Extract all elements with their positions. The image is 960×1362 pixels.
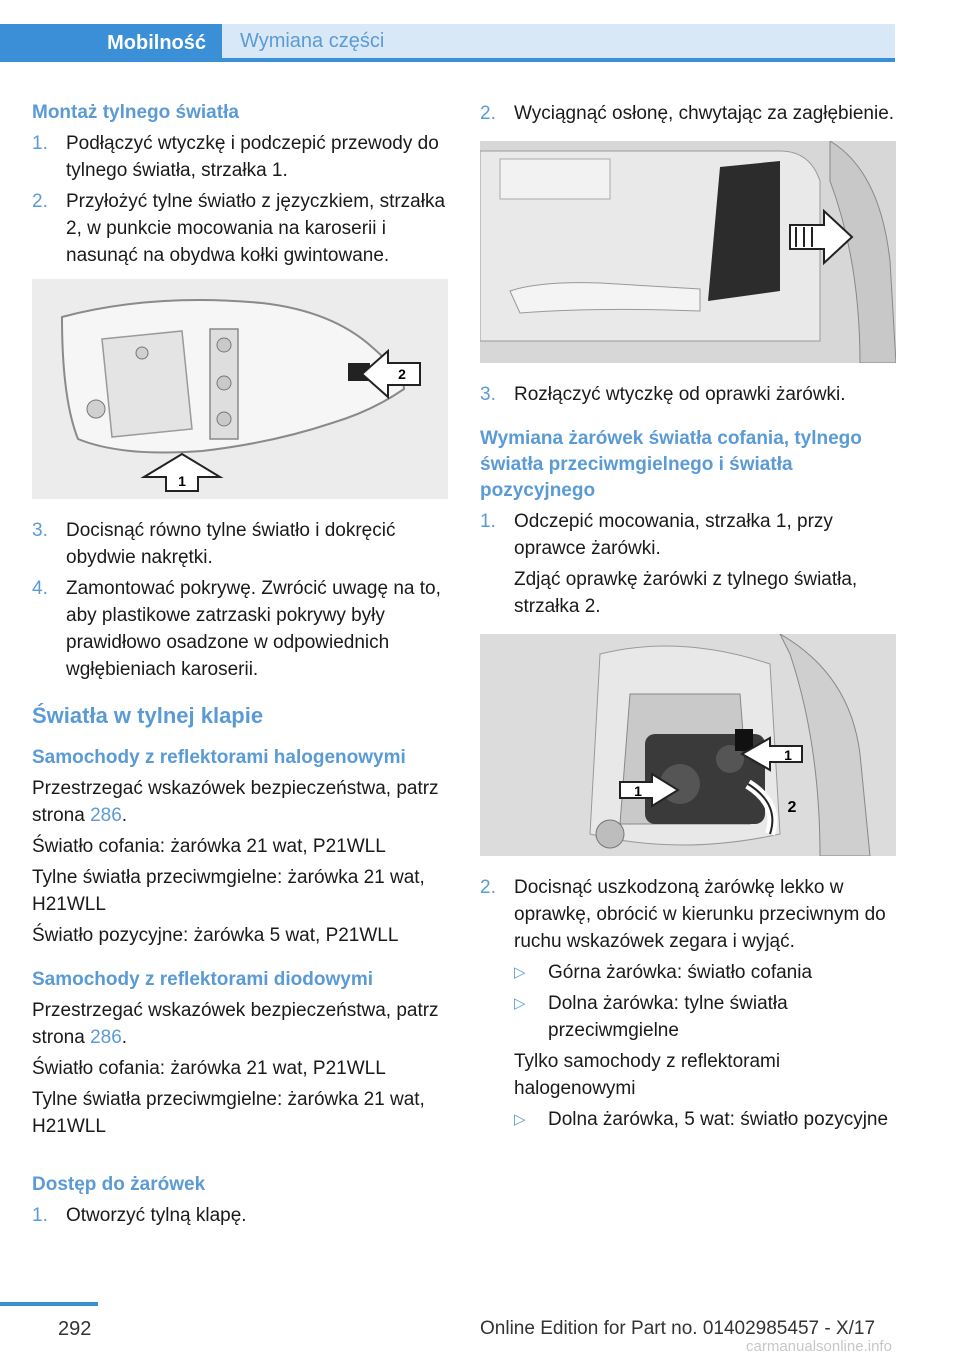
step-text: Odczepić mocowania, strzałka 1, przy oprawce żarówki. — [514, 511, 833, 559]
step-continuation: Zdjąć oprawkę żarówki z tylnego światła, strzałka 2. — [514, 569, 858, 617]
tail-light-illustration — [32, 279, 448, 499]
page-link-286[interactable]: 286 — [90, 1027, 122, 1048]
step-text: Otworzyć tylną klapę. — [66, 1205, 247, 1226]
step-item — [32, 517, 448, 571]
heading-wymiana: Wymiana żarówek światła cofania, tylnego światła przeciwmgielnego i światła pozycyjnego — [480, 428, 862, 501]
tab-wymiana-czesci[interactable]: Wymiana części — [222, 24, 895, 58]
step-number: 2. — [32, 191, 48, 212]
figure-callout-1: 1 — [784, 747, 792, 763]
safety-note-end: . — [121, 805, 128, 826]
bulb-spec: Światło cofania: żarówka 21 wat, P21WLL — [32, 836, 386, 857]
page-header — [0, 0, 895, 62]
safety-note-text: Przestrzegać wskazówek bezpieczeństwa, patrz strona — [32, 1000, 439, 1048]
step-text: Docisnąć uszkodzoną żarówkę lekko w oprawkę, obrócić w kierunku przeciwnym do ruchu wskazówek zegara i wyjąć. — [514, 877, 886, 952]
step-item — [32, 575, 448, 683]
heading-dostep: Dostęp do żarówek — [32, 1174, 206, 1195]
footer-divider — [0, 1302, 98, 1306]
step-text: Docisnąć równo tylne światło i dokręcić obydwie nakrętki. — [66, 520, 396, 568]
step-item — [32, 188, 448, 269]
section-title: Światła w tylnej klapie — [32, 703, 264, 728]
cover-illustration — [480, 141, 896, 363]
tab-mobilnosc[interactable]: Mobilność — [0, 24, 222, 62]
bulb-spec: Tylne światła przeciwmgielne: żarówka 21 wat, H21WLL — [32, 867, 425, 915]
step-number: 3. — [32, 520, 48, 541]
step-text: Zamontować pokrywę. Zwrócić uwagę na to, aby plastikowe zatrzaski pokrywy były prawidłowo osadzone w odpowiednich wgłębieniach karoserii. — [66, 578, 441, 680]
step-text: Przyłożyć tylne światło z języczkiem, strzałka 2, w punkcie mocowania na karoserii i nasunąć na obydwa kołki gwintowane. — [66, 191, 446, 266]
edition-info: Online Edition for Part no. 01402985457 - X/17 — [480, 1318, 876, 1339]
bullet-item — [480, 990, 896, 1044]
step-number: 1. — [480, 511, 496, 532]
figure-cover — [480, 141, 896, 363]
step-text: Wyciągnąć osłonę, chwytając za zagłębienie. — [514, 103, 895, 124]
figure-bulb-socket — [480, 634, 896, 856]
figure-tail-light — [32, 279, 448, 499]
triangle-bullet-icon: ▷ — [514, 995, 526, 1012]
bulb-spec: Tylne światła przeciwmgielne: żarówka 21 wat, H21WLL — [32, 1089, 425, 1137]
safety-note — [32, 775, 448, 829]
triangle-bullet-icon: ▷ — [514, 964, 526, 981]
step-number: 1. — [32, 133, 48, 154]
step-text: Podłączyć wtyczkę i podczepić przewody do tylnego światła, strzałka 1. — [66, 133, 439, 181]
step-text: Rozłączyć wtyczkę od oprawki żarówki. — [514, 384, 846, 405]
safety-note-end: . — [121, 1027, 128, 1048]
header-divider — [222, 58, 895, 62]
bullet-text: Dolna żarówka, 5 wat: światło pozycyjne — [548, 1109, 889, 1130]
step-number: 2. — [480, 103, 496, 124]
heading-montaz: Montaż tylnego światła — [32, 102, 239, 123]
step-item — [480, 100, 896, 127]
page-link-286[interactable]: 286 — [90, 805, 122, 826]
step-item — [480, 508, 896, 562]
figure-callout-2: 2 — [398, 366, 406, 382]
step-number: 3. — [480, 384, 496, 405]
heading-led: Samochody z reflektorami diodowymi — [32, 969, 374, 990]
bullet-item — [480, 1106, 896, 1133]
page-number: 292 — [58, 1318, 92, 1340]
left-column — [32, 100, 448, 1233]
bullet-text: Górna żarówka: światło cofania — [548, 962, 813, 983]
figure-callout-2: 2 — [787, 799, 797, 816]
right-column — [480, 100, 896, 1137]
safety-note — [32, 997, 448, 1051]
bulb-spec: Światło cofania: żarówka 21 wat, P21WLL — [32, 1058, 386, 1079]
heading-halogen: Samochody z reflektorami halogenowymi — [32, 747, 406, 768]
step-item — [32, 130, 448, 184]
bulb-socket-illustration — [480, 634, 896, 856]
step-number: 1. — [32, 1205, 48, 1226]
step-number: 4. — [32, 578, 48, 599]
step-item — [480, 381, 896, 408]
step-item — [32, 1202, 448, 1229]
step-number: 2. — [480, 877, 496, 898]
figure-callout-1b: 1 — [634, 783, 642, 799]
step-item — [480, 874, 896, 955]
triangle-bullet-icon: ▷ — [514, 1111, 526, 1128]
safety-note-text: Przestrzegać wskazówek bezpieczeństwa, patrz strona — [32, 778, 439, 826]
bullet-text: Dolna żarówka: tylne światła przeciwmgielne — [548, 993, 788, 1041]
bullet-item — [480, 959, 896, 986]
bulb-spec: Światło pozycyjne: żarówka 5 wat, P21WLL — [32, 925, 399, 946]
halogen-only-note: Tylko samochody z reflektorami halogenowymi — [514, 1051, 781, 1099]
figure-callout-1: 1 — [178, 473, 186, 489]
watermark: carmanualsonline.info — [746, 1338, 892, 1355]
